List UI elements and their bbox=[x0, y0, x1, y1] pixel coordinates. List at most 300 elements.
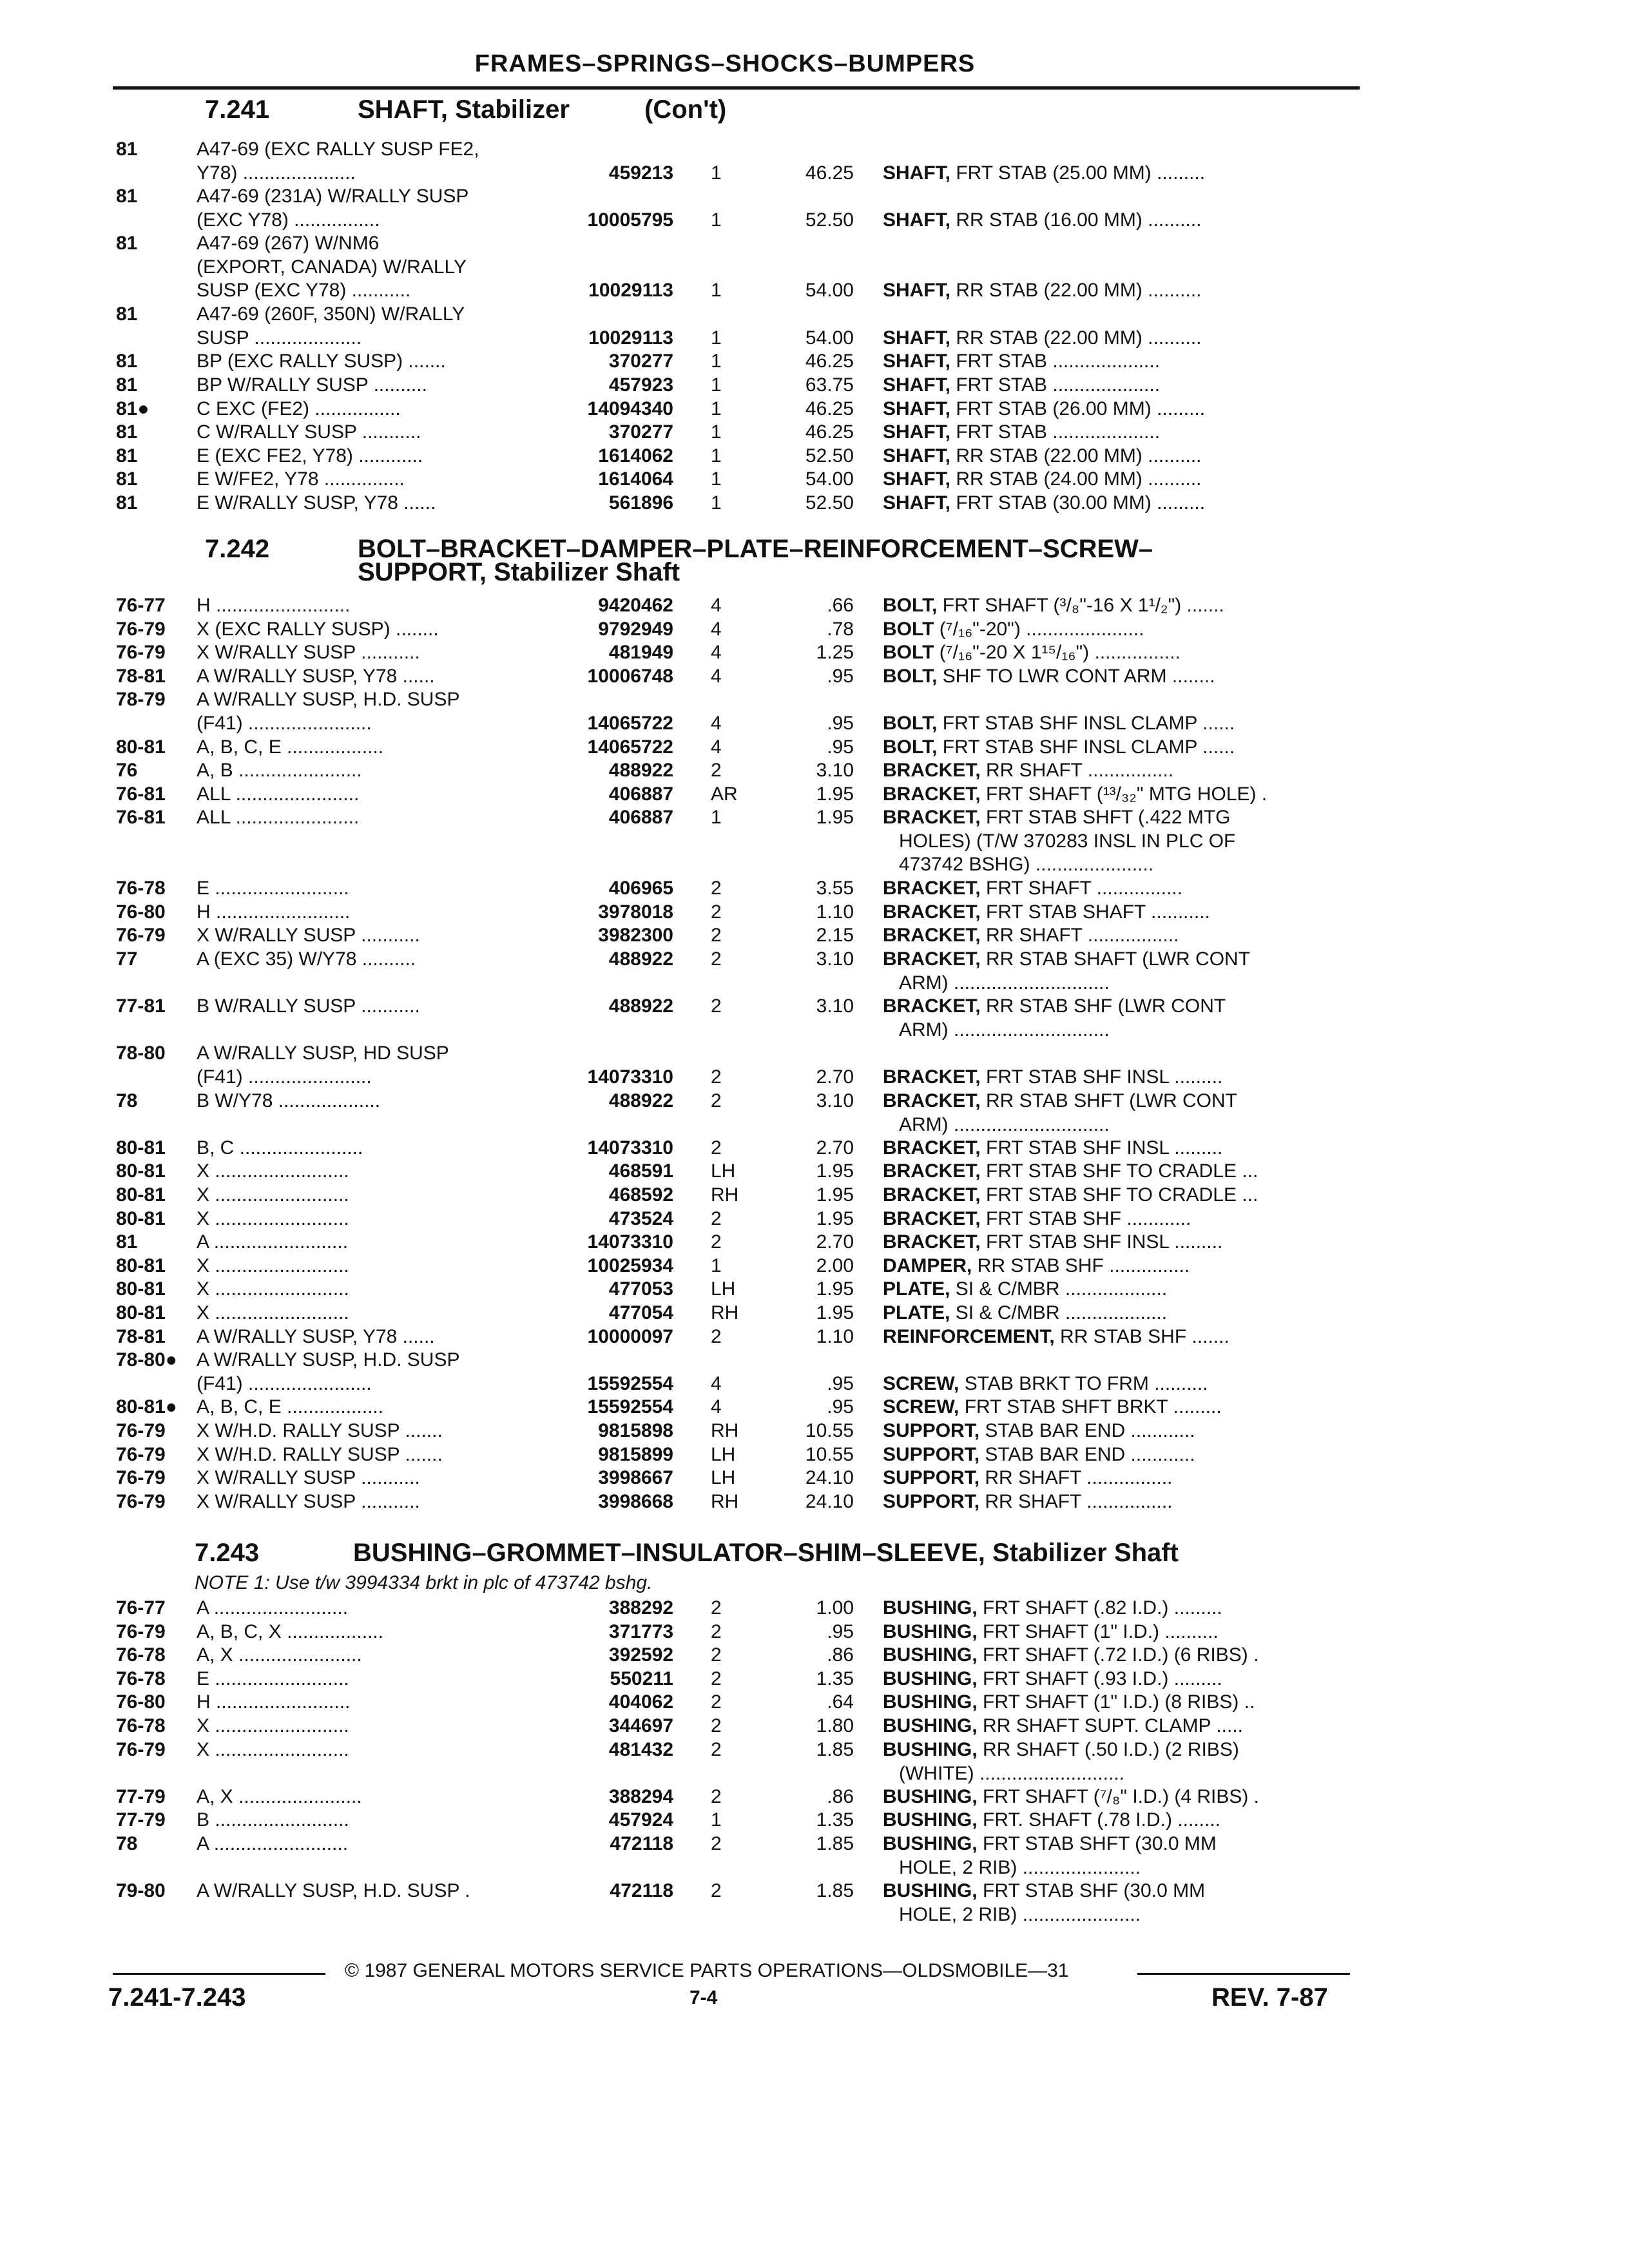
description bbox=[883, 712, 1350, 735]
description-text: RR SHAFT ................ bbox=[980, 760, 1174, 781]
price: 3.10 bbox=[816, 1090, 854, 1111]
price: 46.25 bbox=[805, 351, 854, 372]
description-text: FRT STAB .................... bbox=[950, 374, 1161, 396]
description-text: FRT STAB SHF ............ bbox=[980, 1208, 1191, 1229]
description-keyword: BOLT, bbox=[883, 666, 938, 687]
model-year: 81 bbox=[116, 351, 138, 372]
price: 1.10 bbox=[816, 901, 854, 923]
model-year: 78-81 bbox=[116, 666, 166, 687]
application: B ......................... bbox=[197, 1809, 349, 1831]
description bbox=[883, 1278, 1350, 1301]
row-line bbox=[0, 901, 1629, 924]
model-year: 78-80 bbox=[116, 1043, 166, 1064]
model-year: 80-81 bbox=[116, 1137, 166, 1158]
description-keyword: BUSHING, bbox=[883, 1809, 978, 1831]
quantity: RH bbox=[711, 1302, 739, 1323]
description-keyword: SUPPORT, bbox=[883, 1444, 980, 1465]
application: X W/RALLY SUSP ........... bbox=[197, 642, 420, 663]
application: Y78) ..................... bbox=[197, 162, 356, 184]
model-year: 79-80 bbox=[116, 1880, 166, 1901]
price: 63.75 bbox=[805, 374, 854, 396]
quantity: 4 bbox=[711, 642, 722, 663]
description-text: FRT SHAFT (.72 I.D.) (6 RIBS) . bbox=[977, 1644, 1259, 1666]
part-number: 388294 bbox=[608, 1786, 673, 1807]
description-text: RR STAB (16.00 MM) .......... bbox=[950, 209, 1202, 231]
description-text: RR STAB (22.00 MM) .......... bbox=[950, 445, 1202, 466]
description-keyword: BRACKET, bbox=[883, 1066, 981, 1088]
model-year: 76-79 bbox=[116, 1621, 166, 1642]
part-number: 468591 bbox=[608, 1160, 673, 1182]
description bbox=[883, 594, 1350, 617]
description bbox=[899, 853, 1350, 876]
model-year: 76-79 bbox=[116, 1739, 166, 1760]
description bbox=[883, 1231, 1350, 1254]
application: X ......................... bbox=[197, 1278, 349, 1300]
description-text: FRT STAB (25.00 MM) ......... bbox=[950, 162, 1206, 184]
model-year: 78 bbox=[116, 1090, 138, 1111]
quantity: 2 bbox=[711, 901, 722, 923]
application: X ......................... bbox=[197, 1302, 349, 1323]
description-keyword: BUSHING, bbox=[883, 1644, 978, 1666]
application: A47-69 (EXC RALLY SUSP FE2, bbox=[197, 139, 479, 160]
model-year: 81 bbox=[116, 374, 138, 396]
description-text: RR SHAFT ................ bbox=[979, 1467, 1173, 1488]
row-line bbox=[0, 853, 1629, 876]
quantity: 1 bbox=[711, 209, 722, 231]
model-year: 81 bbox=[116, 1231, 138, 1253]
description-keyword: BRACKET, bbox=[883, 1160, 981, 1182]
quantity: 2 bbox=[711, 1326, 722, 1347]
price: .95 bbox=[827, 736, 854, 758]
model-year: 80-81 bbox=[116, 1278, 166, 1300]
description-keyword: BRACKET, bbox=[883, 878, 981, 899]
description-text: FRT STAB SHF INSL ......... bbox=[980, 1231, 1223, 1253]
quantity: 2 bbox=[711, 1137, 722, 1158]
application: A W/RALLY SUSP, Y78 ...... bbox=[197, 666, 435, 687]
application: A47-69 (231A) W/RALLY SUSP bbox=[197, 186, 469, 207]
part-number: 561896 bbox=[608, 492, 673, 514]
description-text: FRT SHAFT ................ bbox=[980, 878, 1183, 899]
model-year: 81 bbox=[116, 139, 138, 160]
part-number: 10005795 bbox=[587, 209, 673, 231]
application: A, B, C, X .................. bbox=[197, 1621, 384, 1642]
section-title: SHAFT, Stabilizer bbox=[358, 95, 570, 124]
price: .95 bbox=[827, 1373, 854, 1394]
description-text: FRT STAB SHF TO CRADLE ... bbox=[980, 1160, 1258, 1182]
row-line bbox=[0, 1644, 1629, 1667]
description-text: SI & C/MBR ................... bbox=[950, 1278, 1168, 1300]
row-line bbox=[0, 830, 1629, 853]
price: 46.25 bbox=[805, 421, 854, 443]
quantity: 1 bbox=[711, 492, 722, 514]
row-line bbox=[0, 1042, 1629, 1065]
description-text: FRT STAB .................... bbox=[950, 421, 1161, 443]
description-text: FRT SHAFT (1" I.D.) (8 RIBS) .. bbox=[977, 1691, 1255, 1713]
part-number: 14094340 bbox=[587, 398, 673, 419]
model-year: 76-79 bbox=[116, 1420, 166, 1441]
description-keyword: BRACKET, bbox=[883, 1208, 981, 1229]
description-text: ARM) ............................. bbox=[899, 1019, 1110, 1041]
price: 1.95 bbox=[816, 807, 854, 828]
model-year: 77-79 bbox=[116, 1786, 166, 1807]
application: X W/RALLY SUSP ........... bbox=[197, 1491, 420, 1512]
description-text: FRT STAB SHF INSL ......... bbox=[980, 1137, 1223, 1158]
application: H ......................... bbox=[197, 595, 351, 616]
quantity: 2 bbox=[711, 1597, 722, 1619]
description bbox=[883, 1691, 1350, 1714]
model-year: 80-81● bbox=[116, 1396, 177, 1418]
description bbox=[883, 618, 1350, 641]
model-year: 80-81 bbox=[116, 736, 166, 758]
price: .95 bbox=[827, 713, 854, 734]
price: 24.10 bbox=[805, 1467, 854, 1488]
quantity: 1 bbox=[711, 807, 722, 828]
model-year: 80-81 bbox=[116, 1160, 166, 1182]
description-keyword: BOLT, bbox=[883, 713, 938, 734]
quantity: 1 bbox=[711, 1809, 722, 1831]
row-line bbox=[0, 1349, 1629, 1372]
application: A W/RALLY SUSP, H.D. SUSP bbox=[197, 1349, 460, 1370]
quantity: 4 bbox=[711, 1373, 722, 1394]
part-number: 14065722 bbox=[587, 713, 673, 734]
description bbox=[883, 445, 1350, 468]
application: A47-69 (260F, 350N) W/RALLY bbox=[197, 303, 465, 325]
description-keyword: REINFORCEMENT, bbox=[883, 1326, 1055, 1347]
description-keyword: SUPPORT, bbox=[883, 1420, 980, 1441]
model-year: 76-78 bbox=[116, 1644, 166, 1666]
description-text: FRT STAB SHF INSL CLAMP ...... bbox=[937, 713, 1235, 734]
description bbox=[883, 1490, 1350, 1514]
application: A W/RALLY SUSP, HD SUSP bbox=[197, 1043, 449, 1064]
model-year: 78-79 bbox=[116, 689, 166, 710]
row-line bbox=[0, 1302, 1629, 1325]
price: 1.35 bbox=[816, 1809, 854, 1831]
row-line bbox=[0, 1691, 1629, 1714]
price: 1.85 bbox=[816, 1833, 854, 1854]
row-line bbox=[0, 327, 1629, 350]
model-year: 81● bbox=[116, 398, 149, 419]
description bbox=[883, 1644, 1350, 1667]
description-text: STAB BAR END ............ bbox=[979, 1420, 1195, 1441]
quantity: LH bbox=[711, 1467, 736, 1488]
part-number: 3982300 bbox=[598, 925, 673, 946]
application: A, B ....................... bbox=[197, 760, 362, 781]
part-number: 457924 bbox=[608, 1809, 673, 1831]
price: 3.10 bbox=[816, 948, 854, 970]
description-keyword: BUSHING, bbox=[883, 1786, 978, 1807]
application: A ......................... bbox=[197, 1231, 349, 1253]
application: A ......................... bbox=[197, 1597, 349, 1619]
model-year: 76-81 bbox=[116, 807, 166, 828]
model-year: 80-81 bbox=[116, 1184, 166, 1206]
description-text: STAB BRKT TO FRM .......... bbox=[959, 1373, 1208, 1394]
description bbox=[883, 1466, 1350, 1490]
description bbox=[883, 398, 1350, 421]
row-line bbox=[0, 256, 1629, 279]
description-keyword: BRACKET, bbox=[883, 1184, 981, 1206]
description-keyword: SHAFT, bbox=[883, 492, 950, 514]
price: 2.70 bbox=[816, 1066, 854, 1088]
part-number: 10000097 bbox=[587, 1326, 673, 1347]
part-number: 14065722 bbox=[587, 736, 673, 758]
description-keyword: BRACKET, bbox=[883, 1090, 981, 1111]
price: 1.00 bbox=[816, 1597, 854, 1619]
quantity: RH bbox=[711, 1184, 739, 1206]
part-number: 370277 bbox=[608, 351, 673, 372]
description-text: FRT SHAFT (¹³/₃₂" MTG HOLE) . bbox=[980, 783, 1268, 805]
part-number: 9815899 bbox=[598, 1444, 673, 1465]
description-keyword: BRACKET, bbox=[883, 760, 981, 781]
model-year: 81 bbox=[116, 186, 138, 207]
part-number: 10025934 bbox=[587, 1255, 673, 1276]
description-keyword: BRACKET, bbox=[883, 783, 981, 805]
row-line bbox=[0, 1620, 1629, 1644]
description bbox=[899, 1019, 1350, 1042]
application: E ......................... bbox=[197, 878, 349, 899]
part-number: 1614062 bbox=[598, 445, 673, 466]
description-text: RR STAB (22.00 MM) .......... bbox=[950, 280, 1202, 301]
description-text: RR STAB SHF ....... bbox=[1054, 1326, 1229, 1347]
application: BP (EXC RALLY SUSP) ....... bbox=[197, 351, 446, 372]
description-text: RR SHAFT ................. bbox=[980, 925, 1179, 946]
row-line bbox=[0, 688, 1629, 711]
description-keyword: SHAFT, bbox=[883, 327, 950, 349]
application: X W/H.D. RALLY SUSP ....... bbox=[197, 1444, 443, 1465]
quantity: 2 bbox=[711, 1621, 722, 1642]
price: 1.95 bbox=[816, 1208, 854, 1229]
description bbox=[883, 1254, 1350, 1278]
part-number: 3998668 bbox=[598, 1491, 673, 1512]
price: 1.35 bbox=[816, 1668, 854, 1689]
description bbox=[883, 1302, 1350, 1325]
description-text: RR STAB SHFT (LWR CONT bbox=[980, 1090, 1238, 1111]
description-text: FRT STAB SHFT BRKT ......... bbox=[959, 1396, 1222, 1418]
description-keyword: SHAFT, bbox=[883, 374, 950, 396]
row-line bbox=[0, 1490, 1629, 1514]
description-text: SI & C/MBR ................... bbox=[950, 1302, 1168, 1323]
description-text: FRT STAB SHFT (.422 MTG bbox=[980, 807, 1231, 828]
description-keyword: BRACKET, bbox=[883, 807, 981, 828]
model-year: 77 bbox=[116, 948, 138, 970]
row-line bbox=[0, 972, 1629, 995]
model-year: 76-78 bbox=[116, 878, 166, 899]
price: 52.50 bbox=[805, 492, 854, 514]
part-number: 477054 bbox=[608, 1302, 673, 1323]
part-number: 3998667 bbox=[598, 1467, 673, 1488]
description-keyword: BUSHING, bbox=[883, 1668, 978, 1689]
row-line bbox=[0, 421, 1629, 444]
row-line bbox=[0, 350, 1629, 373]
price: 3.55 bbox=[816, 878, 854, 899]
price: 1.95 bbox=[816, 783, 854, 805]
quantity: LH bbox=[711, 1160, 736, 1182]
header-rule bbox=[113, 86, 1360, 90]
description-keyword: BUSHING, bbox=[883, 1715, 978, 1736]
footer-rule-right bbox=[1137, 1973, 1350, 1975]
price: 1.10 bbox=[816, 1326, 854, 1347]
row-line bbox=[0, 232, 1629, 255]
model-year: 80-81 bbox=[116, 1302, 166, 1323]
description-keyword: SHAFT, bbox=[883, 280, 950, 301]
description-text: RR STAB (24.00 MM) .......... bbox=[950, 468, 1202, 490]
quantity: 1 bbox=[711, 1255, 722, 1276]
row-line bbox=[0, 1879, 1629, 1903]
description-text: (⁷/₁₆"-20 X 1¹⁵/₁₆") ................ bbox=[934, 642, 1181, 663]
row-line bbox=[0, 1903, 1629, 1927]
description bbox=[883, 1443, 1350, 1466]
description-text: FRT STAB (30.00 MM) ......... bbox=[950, 492, 1206, 514]
quantity: 1 bbox=[711, 421, 722, 443]
quantity: 2 bbox=[711, 1231, 722, 1253]
model-year: 77-79 bbox=[116, 1809, 166, 1831]
price: 1.95 bbox=[816, 1184, 854, 1206]
description bbox=[899, 1903, 1350, 1927]
application: (EXC Y78) ................ bbox=[197, 209, 380, 231]
part-number: 481949 bbox=[608, 642, 673, 663]
quantity: 1 bbox=[711, 327, 722, 349]
price: 1.85 bbox=[816, 1880, 854, 1901]
application: SUSP .................... bbox=[197, 327, 362, 349]
footer-revision: REV. 7-87 bbox=[1211, 1983, 1328, 2012]
description bbox=[883, 279, 1350, 302]
description-keyword: BUSHING, bbox=[883, 1739, 978, 1760]
model-year: 76-80 bbox=[116, 1691, 166, 1713]
description-text: HOLE, 2 RIB) ...................... bbox=[899, 1904, 1141, 1925]
row-line bbox=[0, 712, 1629, 735]
model-year: 80-81 bbox=[116, 1255, 166, 1276]
description-keyword: SHAFT, bbox=[883, 209, 950, 231]
description bbox=[883, 1620, 1350, 1644]
quantity: 2 bbox=[711, 1691, 722, 1713]
section-title: BUSHING–GROMMET–INSULATOR–SHIM–SLEEVE, Stabilizer Shaft bbox=[353, 1539, 1179, 1567]
description bbox=[883, 1785, 1350, 1809]
price: .95 bbox=[827, 666, 854, 687]
description-text: 473742 BSHG) ...................... bbox=[899, 854, 1154, 875]
quantity: 4 bbox=[711, 595, 722, 616]
footer-rule-left bbox=[113, 1973, 325, 1975]
description-keyword: SUPPORT, bbox=[883, 1491, 980, 1512]
part-number: 488922 bbox=[608, 995, 673, 1017]
model-year: 76-78 bbox=[116, 1715, 166, 1736]
description bbox=[883, 877, 1350, 900]
model-year: 76-77 bbox=[116, 1597, 166, 1619]
description-keyword: BUSHING, bbox=[883, 1597, 978, 1619]
quantity: RH bbox=[711, 1420, 739, 1441]
description bbox=[883, 1066, 1350, 1089]
description-text: RR STAB SHF ............... bbox=[972, 1255, 1190, 1276]
row-line bbox=[0, 1372, 1629, 1396]
model-year: 76-79 bbox=[116, 642, 166, 663]
quantity: 1 bbox=[711, 445, 722, 466]
application: X W/H.D. RALLY SUSP ....... bbox=[197, 1420, 443, 1441]
price: 54.00 bbox=[805, 468, 854, 490]
application: H ......................... bbox=[197, 901, 351, 923]
description-text: RR SHAFT SUPT. CLAMP ..... bbox=[977, 1715, 1243, 1736]
description-text: STAB BAR END ............ bbox=[979, 1444, 1195, 1465]
application: A, B, C, E .................. bbox=[197, 736, 384, 758]
description-text: HOLE, 2 RIB) ...................... bbox=[899, 1857, 1141, 1878]
description-text: FRT STAB SHAFT ........... bbox=[980, 901, 1210, 923]
quantity: 2 bbox=[711, 948, 722, 970]
part-number: 468592 bbox=[608, 1184, 673, 1206]
application: BP W/RALLY SUSP .......... bbox=[197, 374, 427, 396]
model-year: 78-80● bbox=[116, 1349, 177, 1370]
application: E W/RALLY SUSP, Y78 ...... bbox=[197, 492, 436, 514]
row-line bbox=[0, 1019, 1629, 1042]
description-text: RR SHAFT (.50 I.D.) (2 RIBS) bbox=[977, 1739, 1239, 1760]
description bbox=[883, 736, 1350, 759]
description-text: FRT. SHAFT (.78 I.D.) ........ bbox=[977, 1809, 1220, 1831]
part-number: 14073310 bbox=[587, 1066, 673, 1088]
row-line bbox=[0, 1832, 1629, 1856]
application: H ......................... bbox=[197, 1691, 351, 1713]
part-number: 488922 bbox=[608, 760, 673, 781]
price: .86 bbox=[827, 1786, 854, 1807]
row-line bbox=[0, 1738, 1629, 1762]
quantity: 2 bbox=[711, 1786, 722, 1807]
description bbox=[883, 162, 1350, 185]
quantity: 2 bbox=[711, 1715, 722, 1736]
application: SUSP (EXC Y78) ........... bbox=[197, 280, 411, 301]
section-title-line2: SUPPORT, Stabilizer Shaft bbox=[358, 558, 680, 586]
quantity: 2 bbox=[711, 1880, 722, 1901]
row-line bbox=[0, 279, 1629, 302]
price: 3.10 bbox=[816, 995, 854, 1017]
application: A (EXC 35) W/Y78 .......... bbox=[197, 948, 416, 970]
description-text: FRT SHAFT (.93 I.D.) ......... bbox=[977, 1668, 1222, 1689]
description-keyword: BOLT bbox=[883, 642, 934, 663]
description-keyword: BUSHING, bbox=[883, 1880, 978, 1901]
description bbox=[883, 1738, 1350, 1762]
model-year: 76-81 bbox=[116, 783, 166, 805]
price: 1.80 bbox=[816, 1715, 854, 1736]
description bbox=[883, 1667, 1350, 1691]
description-text: FRT STAB .................... bbox=[950, 351, 1161, 372]
description bbox=[883, 1715, 1350, 1738]
row-line bbox=[0, 185, 1629, 208]
row-line bbox=[0, 1856, 1629, 1879]
description-keyword: SHAFT, bbox=[883, 445, 950, 466]
quantity: 2 bbox=[711, 1644, 722, 1666]
description-text: (WHITE) ........................... bbox=[899, 1763, 1125, 1784]
part-number: 14073310 bbox=[587, 1137, 673, 1158]
description-keyword: SCREW, bbox=[883, 1373, 959, 1394]
quantity: LH bbox=[711, 1444, 736, 1465]
part-number: 406965 bbox=[608, 878, 673, 899]
price: 2.70 bbox=[816, 1231, 854, 1253]
application: (F41) ....................... bbox=[197, 713, 372, 734]
description bbox=[899, 1856, 1350, 1879]
application: B, C ....................... bbox=[197, 1137, 363, 1158]
description bbox=[883, 1419, 1350, 1443]
part-number: 550211 bbox=[610, 1668, 673, 1689]
description-keyword: BRACKET, bbox=[883, 1137, 981, 1158]
row-line bbox=[0, 1667, 1629, 1691]
part-number: 9815898 bbox=[598, 1420, 673, 1441]
price: .64 bbox=[827, 1691, 854, 1713]
row-line bbox=[0, 1137, 1629, 1160]
description-keyword: BOLT bbox=[883, 619, 934, 640]
part-number: 15592554 bbox=[587, 1396, 673, 1418]
description-text: RR STAB SHF (LWR CONT bbox=[980, 995, 1226, 1017]
part-number: 473524 bbox=[608, 1208, 673, 1229]
row-line bbox=[0, 1113, 1629, 1137]
model-year: 76-79 bbox=[116, 925, 166, 946]
section-note: NOTE 1: Use t/w 3994334 brkt in plc of 473742 bshg. bbox=[195, 1572, 653, 1593]
description bbox=[883, 783, 1350, 806]
row-line bbox=[0, 1597, 1629, 1620]
footer-copyright: © 1987 GENERAL MOTORS SERVICE PARTS OPERATIONS—OLDSMOBILE—31 bbox=[345, 1960, 1069, 1981]
